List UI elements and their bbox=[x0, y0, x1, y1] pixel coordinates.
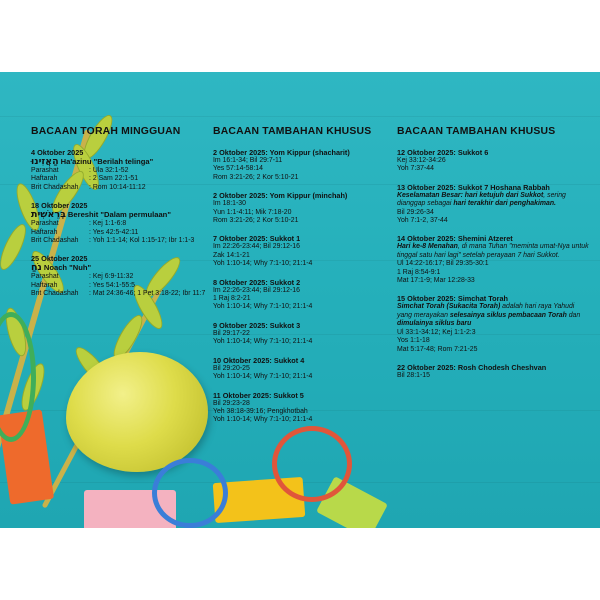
entry-date: 4 Oktober 2025 bbox=[31, 148, 84, 157]
entry-title: 8 Oktober 2025: Sukkot 2 bbox=[213, 277, 301, 287]
special-entry bbox=[397, 294, 589, 353]
etrog-fruit bbox=[66, 352, 208, 472]
special-entry bbox=[213, 321, 393, 347]
entry-title: 2 Oktober 2025: Yom Kippur (shacharit) bbox=[213, 148, 350, 157]
column-heading: BACAAN TORAH MINGGUAN bbox=[31, 126, 181, 137]
reading-line: Im 18:1-30 bbox=[213, 200, 246, 208]
reading-line: Rom 3:21-26; 2 Kor 5:10-21 bbox=[213, 217, 299, 225]
entry-description bbox=[397, 243, 589, 260]
entry-title: 9 Oktober 2025: Sukkot 3 bbox=[213, 320, 301, 330]
special-readings-column-1 bbox=[213, 126, 393, 434]
reading-label: Brit Chadashah bbox=[31, 290, 79, 298]
reading-line: Yoh 1:10-14; Why 7:1-10; 21:1-4 bbox=[213, 416, 313, 424]
reading-line: Yes 57:14-58:14 bbox=[213, 165, 263, 173]
description-part: , di mana Tuhan "meminta umat-Nya untuk tinggal satu hari lagi" setelah perayaan 7 hari Sukkot. bbox=[397, 243, 589, 259]
entry-title: 14 Oktober 2025: Shemini Atzeret bbox=[397, 234, 513, 244]
entry-title: 10 Oktober 2025: Sukkot 4 bbox=[213, 355, 305, 365]
entry-title: 15 Oktober 2025: Simchat Torah bbox=[397, 294, 508, 304]
reading-value: : Rom 10:14-11:12 bbox=[89, 183, 146, 191]
description-part: dan bbox=[566, 311, 581, 319]
entry-title: 22 Oktober 2025: Rosh Chodesh Cheshvan bbox=[397, 362, 547, 372]
reading-line: Yeh 38:18-39:16; Pengkhotbah bbox=[213, 407, 308, 415]
reading-line: Bil 29:23-28 bbox=[213, 399, 250, 407]
reading-line: Yoh 7:1-2, 37-44 bbox=[397, 217, 448, 225]
special-entry bbox=[213, 356, 393, 382]
reading-value: : Yoh 1:1-14; Kol 1:15-17; Ibr 1:1-3 bbox=[89, 237, 195, 245]
reading-line: Im 16:1-34; Bil 29:7-11 bbox=[213, 157, 283, 164]
special-entries bbox=[397, 148, 589, 380]
reading-row bbox=[31, 184, 206, 192]
entry-title: 13 Oktober 2025: Sukkot 7 Hoshana Rabbah bbox=[397, 182, 550, 192]
special-entry bbox=[213, 234, 393, 268]
parasha-title: Ha'azinu "Berilah telinga" bbox=[60, 157, 154, 166]
reading-line: Zak 14:1-21 bbox=[213, 251, 250, 259]
description-part: Keselamatan Besar: hari ketujuh dari Sukkot bbox=[397, 191, 544, 199]
reading-label: Haftarah bbox=[31, 281, 58, 289]
reading-line: Bil 29:17-22 bbox=[213, 329, 250, 337]
reading-value: : Yes 54:1-55:5 bbox=[89, 281, 135, 289]
reading-line: Mat 5:17-48; Rom 7:21-25 bbox=[397, 345, 478, 353]
description-part: selesainya siklus pembacaan Torah bbox=[449, 311, 567, 319]
reading-line: Bil 29:20-25 bbox=[213, 364, 250, 372]
reading-line: Rom 3:21-26; 2 Kor 5:10-21 bbox=[213, 173, 299, 181]
reading-line: Bil 29:26-34 bbox=[397, 208, 434, 216]
reading-line: 1 Raj 8:2-21 bbox=[213, 295, 251, 303]
entry-description bbox=[397, 303, 589, 328]
reading-row bbox=[31, 237, 206, 245]
weekly-torah-column bbox=[31, 126, 206, 308]
parasha-hebrew: נֹחַ bbox=[31, 262, 42, 274]
entry-title: 12 Oktober 2025: Sukkot 6 bbox=[397, 148, 489, 157]
description-part: Hari ke-8 Menahan bbox=[397, 243, 458, 251]
reading-line: Yoh 1:10-14; Why 7:1-10; 21:1-4 bbox=[213, 338, 313, 346]
special-entry bbox=[397, 363, 589, 380]
parasha-entry bbox=[31, 201, 206, 245]
description-part: dimulainya siklus baru bbox=[397, 320, 472, 328]
reading-row bbox=[31, 273, 206, 281]
entry-date: 25 Oktober 2025 bbox=[31, 254, 88, 264]
weekly-entries bbox=[31, 148, 206, 299]
reading-value: : Ula 32:1-52 bbox=[89, 167, 129, 174]
reading-line: Yoh 1:10-14; Why 7:1-10; 21:1-4 bbox=[213, 373, 313, 381]
reading-value: : Kej 6:9-11:32 bbox=[89, 273, 134, 281]
reading-line: Yun 1:1-4:11; Mik 7:18-20 bbox=[213, 208, 292, 216]
special-readings-column-2 bbox=[397, 126, 589, 389]
reading-row bbox=[31, 282, 206, 290]
special-entry bbox=[397, 234, 589, 285]
reading-line: Yos 1:1-18 bbox=[397, 337, 430, 345]
calendar-panel bbox=[0, 72, 600, 528]
reading-line: Mat 17:1-9; Mar 12:28-33 bbox=[397, 277, 475, 285]
special-entry bbox=[397, 183, 589, 226]
reading-label: Haftarah bbox=[31, 228, 58, 236]
special-entry bbox=[213, 148, 393, 182]
reading-line: Bil 28:1-15 bbox=[397, 371, 430, 379]
entry-description bbox=[397, 192, 589, 209]
column-heading: BACAAN TAMBAHAN KHUSUS bbox=[397, 126, 556, 137]
reading-label: Parashat bbox=[31, 273, 59, 281]
reading-label: Brit Chadashah bbox=[31, 183, 79, 191]
reading-value: : 2 Sam 22:1-51 bbox=[89, 175, 139, 183]
column-heading: BACAAN TAMBAHAN KHUSUS bbox=[213, 126, 372, 137]
entry-title: 7 Oktober 2025: Sukkot 1 bbox=[213, 234, 301, 244]
reading-line: Yoh 1:10-14; Why 7:1-10; 21:1-4 bbox=[213, 303, 313, 311]
parasha-title: Bereshit "Dalam permulaan" bbox=[67, 210, 171, 220]
reading-line: Yoh 1:10-14; Why 7:1-10; 21:1-4 bbox=[213, 260, 313, 268]
reading-line: Im 22:26-23:44; Bil 29:12-16 bbox=[213, 286, 300, 294]
special-entry bbox=[213, 278, 393, 312]
parasha-name bbox=[31, 210, 206, 220]
entry-title: 2 Oktober 2025: Yom Kippur (minchah) bbox=[213, 191, 348, 201]
reading-row bbox=[31, 290, 206, 298]
description-part: , sering dianggap sebagai bbox=[397, 191, 566, 208]
reading-value: : Yes 42:5-42:11 bbox=[89, 228, 139, 236]
entry-date: 18 Oktober 2025 bbox=[31, 201, 88, 211]
reading-line: 1 Raj 8:54-9:1 bbox=[397, 268, 441, 276]
reading-line: Kej 33:12-34:26 bbox=[397, 157, 446, 164]
reading-label: Parashat bbox=[31, 167, 59, 174]
parasha-entry bbox=[31, 254, 206, 298]
reading-label: Parashat bbox=[31, 220, 59, 228]
parasha-entry bbox=[31, 148, 206, 192]
special-entries bbox=[213, 148, 393, 425]
parasha-title: Noach "Nuh" bbox=[43, 263, 92, 273]
reading-row bbox=[31, 175, 206, 183]
description-part: adalah hari raya Yahudi yang merayakan bbox=[397, 303, 575, 319]
reading-line: Ul 14:22-16:17; Bil 29:35-30:1 bbox=[397, 260, 489, 268]
reading-line: Ul 33:1-34:12; Kej 1:1-2:3 bbox=[397, 328, 476, 336]
reading-label: Haftarah bbox=[31, 175, 58, 183]
reading-value: : Kej 1:1-6:8 bbox=[89, 220, 127, 228]
reading-line: Yoh 7:37-44 bbox=[397, 165, 434, 173]
special-entry bbox=[213, 391, 393, 425]
paper-chain-ring-red bbox=[272, 426, 352, 502]
reading-row bbox=[31, 220, 206, 228]
reading-value: : Mat 24:36-46; 1 Pet 3:18-22; Ibr 11:7 bbox=[89, 290, 206, 298]
parasha-hebrew: בְּרֵאשִׁית bbox=[31, 209, 66, 221]
reading-line: Im 22:26-23:44; Bil 29:12-16 bbox=[213, 243, 300, 251]
description-part: Simchat Torah (Sukacita Torah) bbox=[397, 303, 501, 311]
parasha-hebrew: הַאֲזִינוּ bbox=[31, 156, 59, 167]
parasha-name bbox=[31, 263, 206, 273]
parasha-name bbox=[31, 157, 206, 167]
reading-row bbox=[31, 167, 206, 175]
paper-chain-ring-blue bbox=[152, 458, 228, 528]
reading-row bbox=[31, 229, 206, 237]
special-entry bbox=[397, 148, 589, 174]
reading-label: Brit Chadashah bbox=[31, 237, 79, 245]
entry-title: 11 Oktober 2025: Sukkot 5 bbox=[213, 390, 304, 400]
special-entry bbox=[213, 191, 393, 225]
description-part: hari terakhir dari penghakiman. bbox=[453, 200, 556, 208]
